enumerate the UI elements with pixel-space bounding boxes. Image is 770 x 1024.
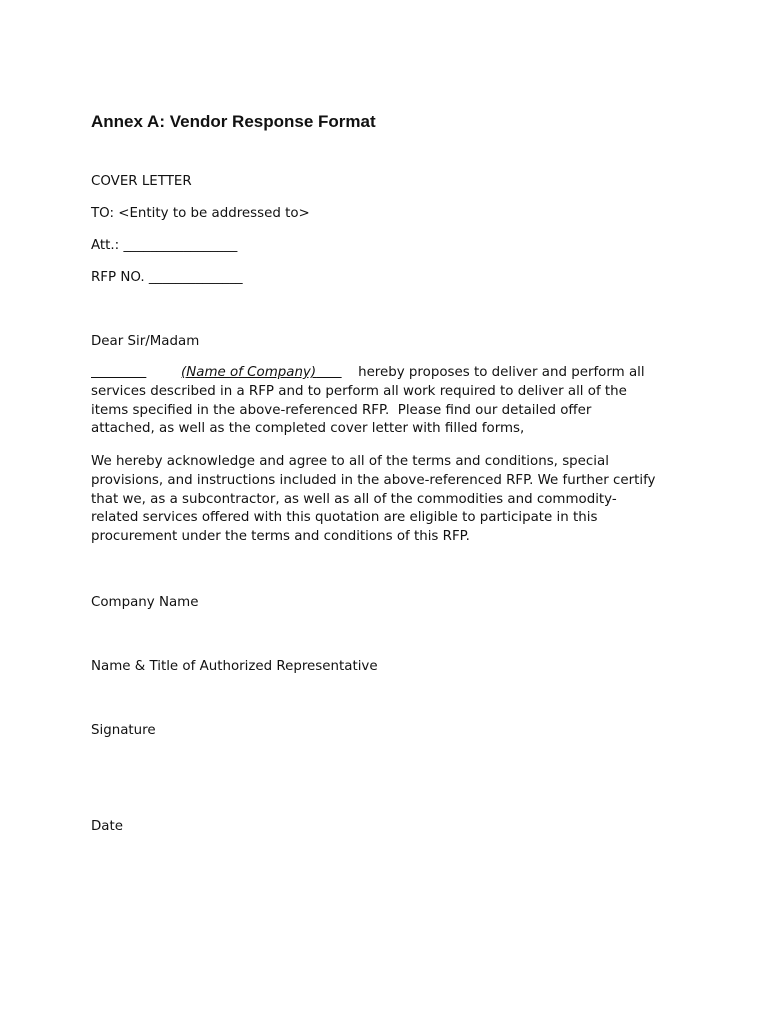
proposal-line-2: services described in a RFP and to perform all work required to deliver all of the [91,383,627,399]
ack-line-2: provisions, and instructions included in the above-referenced RFP. We further certify [91,472,656,488]
ack-line-4: related services offered with this quotation are eligible to participate in this [91,510,598,526]
representative-label: Name & Title of Authorized Representative [91,659,378,674]
ack-line-3: that we, as a subcontractor, as well as all of the commodities and commodity- [91,491,617,507]
date-label: Date [91,819,124,834]
company-name-placeholder: (Name of Company) [181,365,317,380]
acknowledgement-paragraph [91,453,691,547]
cover-letter-label: COVER LETTER [91,174,192,189]
proposal-paragraph [91,364,691,439]
company-blank-after [316,364,358,383]
company-blank-before [91,364,181,383]
rfp-number-line: RFP NO. ______________ [91,270,243,285]
ack-line-1: We hereby acknowledge and agree to all of the terms and conditions, special [91,454,609,469]
proposal-line-1 [91,364,691,383]
proposal-line-1-text: hereby proposes to deliver and perform all [358,365,645,380]
signature-label: Signature [91,723,156,738]
proposal-line-4: attached, as well as the completed cover letter with filled forms, [91,421,525,437]
ack-line-5: procurement under the terms and conditions of this RFP. [91,529,470,545]
proposal-line-3: items specified in the above-referenced RFP. Please find our detailed offer [91,402,592,418]
page-title: Annex A: Vendor Response Format [91,112,376,131]
to-line: TO: <Entity to be addressed to> [91,206,310,221]
salutation: Dear Sir/Madam [91,334,200,349]
company-name-label: Company Name [91,595,199,610]
attention-line: Att.: _________________ [91,238,238,253]
